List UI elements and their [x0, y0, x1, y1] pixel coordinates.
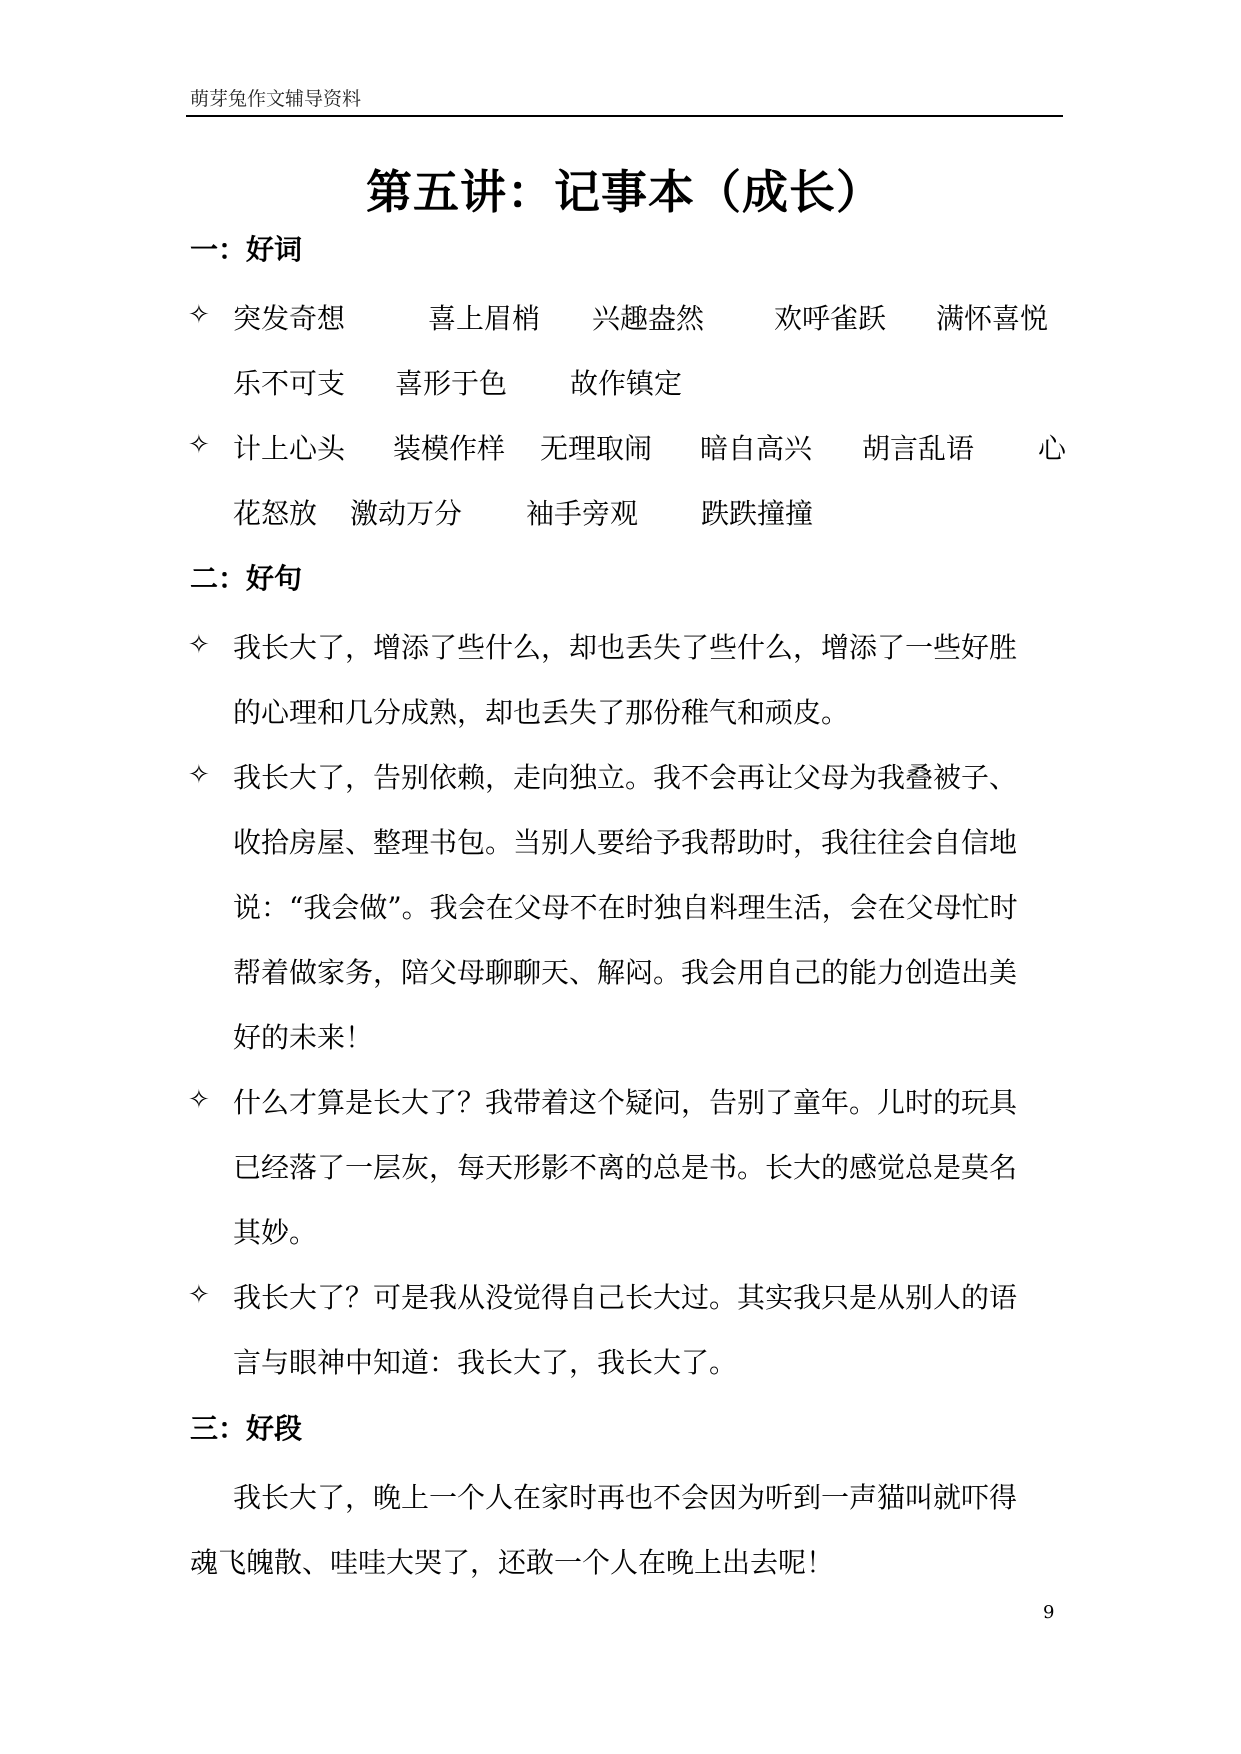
word-item: 故作镇定: [570, 367, 683, 400]
word-item: 突发奇想: [233, 302, 346, 335]
word-item: 激动万分: [350, 497, 463, 530]
word-item: 无理取闹: [540, 432, 653, 465]
word-item: 袖手旁观: [526, 497, 639, 530]
word-item: 满怀喜悦: [936, 302, 1049, 335]
word-item: 喜上眉梢: [428, 302, 541, 335]
page-number: 9: [1043, 1602, 1055, 1623]
word-item: 跌跌撞撞: [701, 497, 814, 530]
sentence-line: 的心理和几分成熟，却也丢失了那份稚气和顽皮。: [233, 696, 850, 729]
sentence-line: 其妙。: [233, 1216, 318, 1249]
word-item: 胡言乱语: [862, 432, 975, 465]
bullet-icon: ✧: [188, 760, 210, 790]
sentence-line: 我长大了，告别依赖，走向独立。我不会再让父母为我叠被子、: [233, 761, 1018, 794]
page-title: 第五讲：记事本（成长）: [366, 165, 883, 219]
word-item: 心: [1038, 432, 1067, 465]
bullet-icon: ✧: [188, 430, 210, 460]
word-item: 乐不可支: [233, 367, 346, 400]
bullet-icon: ✧: [188, 1085, 210, 1115]
bullet-icon: ✧: [188, 630, 210, 660]
word-item: 计上心头: [233, 432, 346, 465]
word-item: 装模作样: [393, 432, 506, 465]
section-heading-paragraphs: 三：好段: [190, 1412, 303, 1445]
paragraph-line: 魂飞魄散、哇哇大哭了，还敢一个人在晚上出去呢！: [190, 1546, 835, 1579]
sentence-line: 已经落了一层灰，每天形影不离的总是书。长大的感觉总是莫名: [233, 1151, 1018, 1184]
section-heading-words: 一：好词: [190, 233, 303, 266]
sentence-line: 好的未来！: [233, 1021, 374, 1054]
word-item: 欢呼雀跃: [774, 302, 887, 335]
sentence-line: 说：“我会做”。我会在父母不在时独自料理生活，会在父母忙时: [233, 891, 1018, 924]
sentence-line: 什么才算是长大了？我带着这个疑问，告别了童年。儿时的玩具: [233, 1086, 1018, 1119]
paragraph-line: 我长大了，晚上一个人在家时再也不会因为听到一声猫叫就吓得: [233, 1481, 1018, 1514]
bullet-icon: ✧: [188, 1280, 210, 1310]
word-item: 喜形于色: [395, 367, 508, 400]
running-header: 萌芽兔作文辅导资料: [190, 88, 362, 110]
word-item: 暗自高兴: [700, 432, 813, 465]
section-heading-sentences: 二：好句: [190, 562, 303, 595]
sentence-line: 我长大了？可是我从没觉得自己长大过。其实我只是从别人的语: [233, 1281, 1018, 1314]
sentence-line: 我长大了，增添了些什么，却也丢失了些什么，增添了一些好胜: [233, 631, 1018, 664]
header-rule: [186, 115, 1063, 117]
sentence-line: 收拾房屋、整理书包。当别人要给予我帮助时，我往往会自信地: [233, 826, 1018, 859]
word-item: 兴趣盎然: [592, 302, 705, 335]
word-item: 花怒放: [233, 497, 318, 530]
bullet-icon: ✧: [188, 300, 210, 330]
sentence-line: 言与眼神中知道：我长大了，我长大了。: [233, 1346, 738, 1379]
sentence-line: 帮着做家务，陪父母聊聊天、解闷。我会用自己的能力创造出美: [233, 956, 1018, 989]
